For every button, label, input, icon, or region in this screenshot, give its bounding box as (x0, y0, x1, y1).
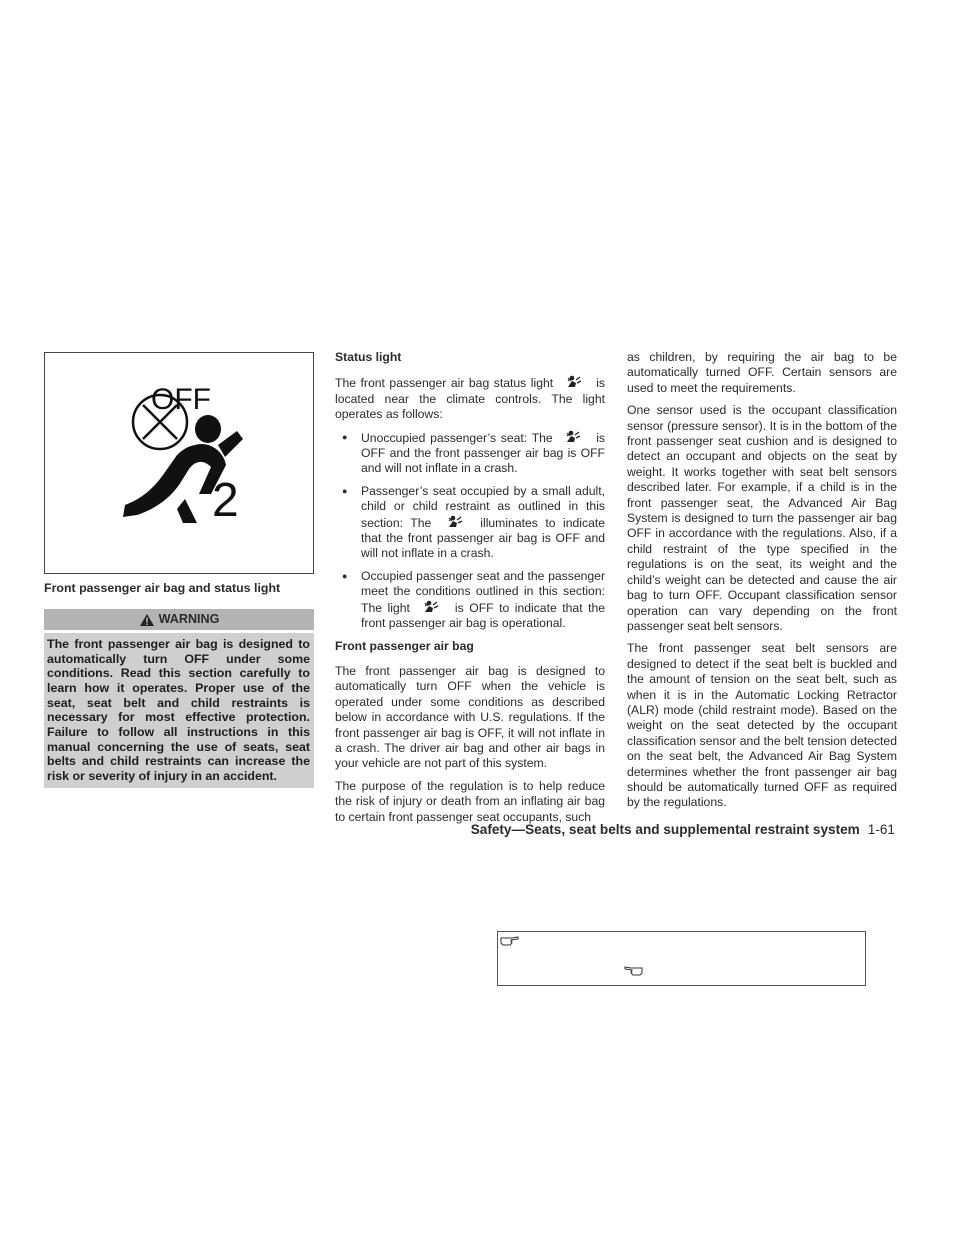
column-left (44, 352, 314, 788)
front-air-bag-paragraph-2: The purpose of the regulation is to help reduce the risk of injury or death from an inflating air bag to certain front passenger seat occupants, such (335, 778, 605, 824)
list-item: ● Unoccupied passenger’s seat: The is OFF and the front passenger air bag is OFF and will not inflate in a crash. (335, 430, 605, 477)
airbag-status-icon (423, 600, 441, 613)
footer-section-title: Safety—Seats, seat belts and supplemental restraint system (470, 822, 860, 837)
col3-paragraph-3: The front passenger seat belt sensors are designed to detect if the seat belt is buckled and the amount of tension on the seat belt, such as when it is in the Automatic Locking Retractor (ALR) mode (child restraint mode). Based on the weight on the seat detected by the occupant classification sensor and the belt tension detected on the seat belt, the Advanced Air Bag System determines whether the front passenger air bag should be automatically turned OFF as required by the regulations. (627, 641, 897, 810)
airbag-status-icon (565, 430, 583, 443)
column-right (627, 350, 897, 818)
status-light-intro: The front passenger air bag status light is located near the climate controls. The light operates as follows: (335, 376, 605, 422)
hand-back-icon (623, 965, 643, 977)
figure-label-off: OFF (151, 383, 211, 416)
front-air-bag-heading: Front passenger air bag (335, 638, 474, 653)
col3-paragraph-2: One sensor used is the occupant classification sensor (pressure sensor). It is in the bottom of the front passenger seat cushion and is designed to detect an occupant and objects on the seat by weight. It works together with seat belt sensors described later. For example, if a child is in the front passenger seat, the Advanced Air Bag System is designed to turn the passenger air bag OFF in accordance with the regulations. Also, if a child restraint of the type specified in the regulations is on the seat, its weight and the child’s weight can be detected and cause the air bag to turn OFF. Occupant classification sensor operation can vary depending on the front passenger seat belt sensors. (627, 403, 897, 633)
column-middle (335, 350, 605, 832)
warning-title: WARNING (158, 612, 220, 627)
page-number: 1-61 (867, 822, 895, 837)
page-footer (380, 822, 895, 837)
figure-caption: Front passenger air bag and status light (44, 581, 281, 595)
airbag-status-icon (566, 375, 584, 388)
airbag-status-icon (447, 515, 465, 528)
airbag-off-illustration-icon (45, 353, 313, 573)
reference-box (497, 931, 866, 986)
front-air-bag-paragraph-1: The front passenger air bag is designed to automatically turn OFF when the vehicle is operated under some conditions as described below in accordance with U.S. regulations. If the front passenger air bag is OFF, it will not inflate in a crash. The driver air bag and other air bags in your vehicle are not part of this system. (335, 663, 605, 771)
warning-header (44, 609, 314, 629)
airbag-figure (44, 352, 314, 574)
status-light-list (335, 430, 605, 632)
status-light-heading: Status light (335, 350, 402, 364)
list-item: ● Passenger’s seat occupied by a small adult, child or child restraint as outlined in this section: The illuminates to indicate that the front passenger air bag is OFF and will not inflate in a crash. (335, 484, 605, 562)
col3-paragraph-1: as children, by requiring the air bag to be automatically turned OFF. Certain sensors are used to meet the requirements. (627, 350, 897, 395)
warning-triangle-icon (139, 613, 155, 627)
list-item: ● Occupied passenger seat and the passenger meet the conditions outlined in this section: The light is OFF to indicate that the front passenger air bag is operational. (335, 569, 605, 632)
hand-point-icon (500, 935, 520, 947)
warning-body: The front passenger air bag is designed to automatically turn OFF under some conditions. Read this section carefully to learn how it operates. Proper use of the seat, seat belt and child restraints is necessary for most effective protection. Failure to follow all instructions in this manual concerning the use of seats, seat belts and child restraints can increase the risk or severity of injury in an accident. (44, 633, 314, 788)
figure-label-number: 2 (212, 474, 239, 527)
